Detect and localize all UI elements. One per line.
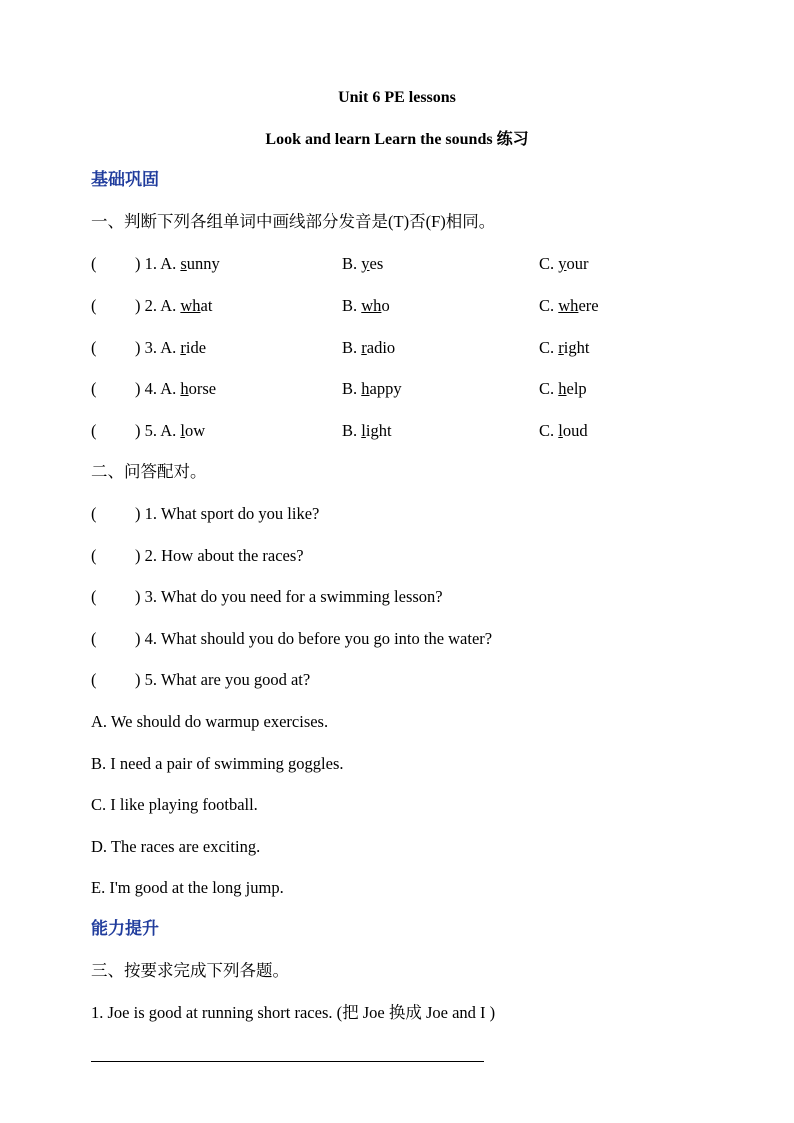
option-c: C. where [539,296,599,315]
option-c: C. your [539,254,589,273]
answer-option: B. I need a pair of swimming goggles. [91,754,344,773]
word-rest: unny [186,254,220,273]
part1-instruction: 一、判断下列各组单词中画线部分发音是(T)否(F)相同。 [91,212,496,231]
answer-bracket: ( [91,421,97,440]
word-rest: at [200,296,213,315]
item-number: ) 3. A. [135,338,181,357]
part3-instruction: 三、按要求完成下列各题。 [91,961,289,980]
part1-row [91,421,711,441]
answer-bracket: ( [91,254,97,273]
word-rest: orse [188,379,217,398]
question-item: ( ) 2. How about the races? [91,546,304,565]
section-heading-basic: 基础巩固 [91,170,159,189]
underlined-sound: s [180,254,187,273]
underlined-sound: l [180,421,185,440]
answer-option: D. The races are exciting. [91,837,261,856]
answer-line[interactable] [91,1061,484,1062]
answer-bracket: ( [91,629,97,648]
part1-row [91,254,711,274]
option-b: B. yes [342,254,384,273]
answer-bracket: ( [91,587,97,606]
question-item: ( ) 3. What do you need for a swimming lesson? [91,587,443,606]
underlined-sound: wh [180,296,201,315]
underlined-sound: r [180,338,186,357]
option-b: B. radio [342,338,396,357]
answer-bracket: ( [91,296,97,315]
part1-row [91,379,711,399]
part1-row [91,338,711,358]
question-item: ( ) 5. What are you good at? [91,670,311,689]
answer-bracket: ( [91,338,97,357]
option-b: B. happy [342,379,402,398]
part2-instruction: 二、问答配对。 [91,462,207,481]
page-title: Unit 6 PE lessons [338,89,456,106]
answer-bracket: ( [91,504,97,523]
item-number: ) 4. A. [135,379,181,398]
word-rest: ide [185,338,207,357]
part1-row [91,296,711,316]
item-number: ) 5. A. [135,421,181,440]
underlined-sound: h [180,379,189,398]
option-c: C. help [539,379,587,398]
answer-option: E. I'm good at the long jump. [91,878,284,897]
section-heading-advanced: 能力提升 [91,919,159,938]
option-b: B. who [342,296,390,315]
item-number: ) 1. A. [135,254,181,273]
answer-bracket: ( [91,379,97,398]
word-rest: ow [184,421,206,440]
question-item: ( ) 1. What sport do you like? [91,504,320,523]
page-subtitle: Look and learn Learn the sounds 练习 [265,131,529,148]
option-c: C. loud [539,421,588,440]
answer-option: A. We should do warmup exercises. [91,712,329,731]
option-c: C. right [539,338,590,357]
item-number: ) 2. A. [135,296,181,315]
answer-option: C. I like playing football. [91,795,258,814]
part3-item-1: 1. Joe is good at running short races. (把 Joe 换成 Joe and I ) [91,1003,496,1022]
answer-bracket: ( [91,546,97,565]
answer-bracket: ( [91,670,97,689]
option-b: B. light [342,421,392,440]
question-item: ( ) 4. What should you do before you go into the water? [91,629,493,648]
